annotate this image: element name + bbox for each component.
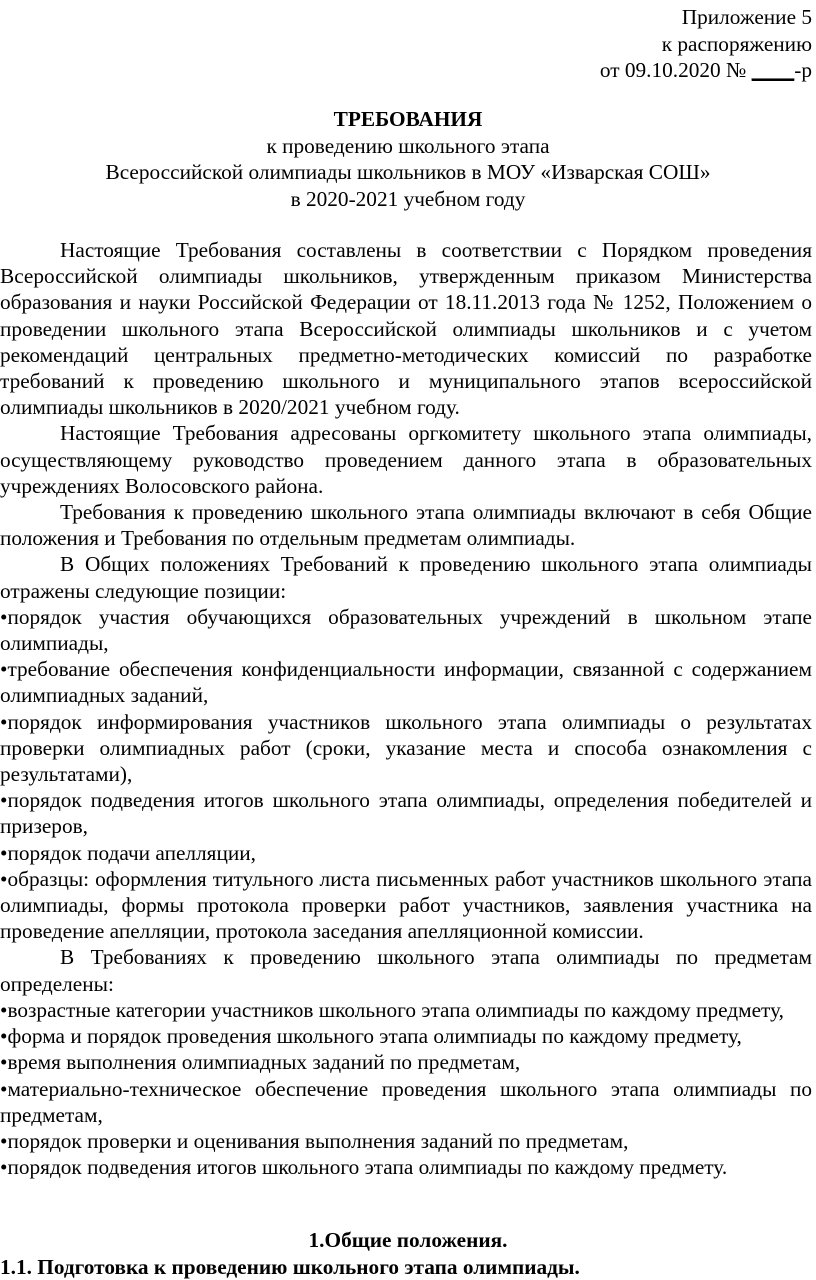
list-item: •требование обеспечения конфиденциальности информации, связанной с содержанием олимпиадных заданий,: [0, 657, 812, 708]
list-item: •образцы: оформления титульного листа письменных работ участников школьного этапа олимпиады, формы протокола проверки работ участников, заявления участника на проведение апелляции, протокола заседания апелляционной комиссии.: [0, 866, 812, 944]
appendix-number: Приложение 5: [681, 5, 812, 29]
order-number-blank: ____: [751, 58, 795, 82]
list-item: •материально-техническое обеспечение проведения школьного этапа олимпиады по предметам,: [0, 1076, 812, 1127]
list-item: •форма и порядок проведения школьного этапа олимпиады по каждому предмету,: [0, 1024, 742, 1049]
section-heading-block: [0, 1227, 816, 1280]
document-subtitle-3: в 2020-2021 учебном году: [290, 186, 526, 211]
paragraph: Настоящие Требования адресованы оргкомитету школьного этапа олимпиады, осуществляющему руководство проведением данного этапа в образовательных учреждениях Волосовского района.: [0, 421, 812, 498]
list-item: •время выполнения олимпиадных заданий по предметам,: [0, 1050, 521, 1075]
list-item: •порядок подведения итогов школьного этапа олимпиады, определения победителей и призеров,: [0, 788, 812, 839]
subsection-title: 1.1. Подготовка к проведению школьного этапа олимпиады.: [0, 1254, 580, 1279]
paragraph: Настоящие Требования составлены в соответствии с Порядком проведения Всероссийской олимпиады школьников, утвержденным приказом Министерства образования и науки Российской Федерации от 18.11.2013 года № 1252, Положением о проведении школьного этапа Всероссийской олимпиады школьников и с учетом рекомендаций центральных предметно-методических комиссий по разработке требований к проведению школьного и муниципального этапов всероссийской олимпиады школьников в 2020/2021 учебном году.: [0, 238, 812, 420]
document-subtitle-1: к проведению школьного этапа: [266, 133, 550, 158]
document-title-block: [0, 106, 816, 212]
list-item: •порядок подведения итогов школьного этапа олимпиады по каждому предмету.: [0, 1155, 728, 1180]
list-item: •порядок проверки и оценивания выполнения заданий по предметам,: [0, 1128, 629, 1153]
list-item: •порядок подачи апелляции,: [0, 840, 256, 865]
document-title: ТРЕБОВАНИЯ: [333, 107, 483, 131]
list-item: •порядок участия обучающихся образовательных учреждений в школьном этапе олимпиады,: [0, 604, 812, 656]
order-suffix: -р: [794, 58, 812, 82]
paragraph: Требования к проведению школьного этапа олимпиады включают в себя Общие положения и Требования по отдельным предметам олимпиады.: [0, 500, 812, 551]
order-date-text: от 09.10.2020 №: [599, 58, 752, 82]
document-subtitle-2: Всероссийской олимпиады школьников в МОУ «Изварская СОШ»: [105, 160, 711, 184]
appendix-header: [600, 4, 812, 84]
section-title: 1.Общие положения.: [308, 1228, 508, 1252]
document-body: [0, 237, 812, 1180]
appendix-order-label: к распоряжению: [661, 31, 812, 56]
list-item: •порядок информирования участников школьного этапа олимпиады о результатах проверки олимпиадных работ (сроки, указание места и способа ознакомления с результатами),: [0, 709, 812, 787]
paragraph: В Общих положениях Требований к проведению школьного этапа олимпиады отражены следующие позиции:: [0, 552, 812, 603]
paragraph: В Требованиях к проведению школьного этапа олимпиады по предметам определены:: [0, 945, 812, 996]
appendix-order-date: [600, 57, 812, 84]
list-item: •возрастные категории участников школьного этапа олимпиады по каждому предмету,: [0, 997, 784, 1022]
